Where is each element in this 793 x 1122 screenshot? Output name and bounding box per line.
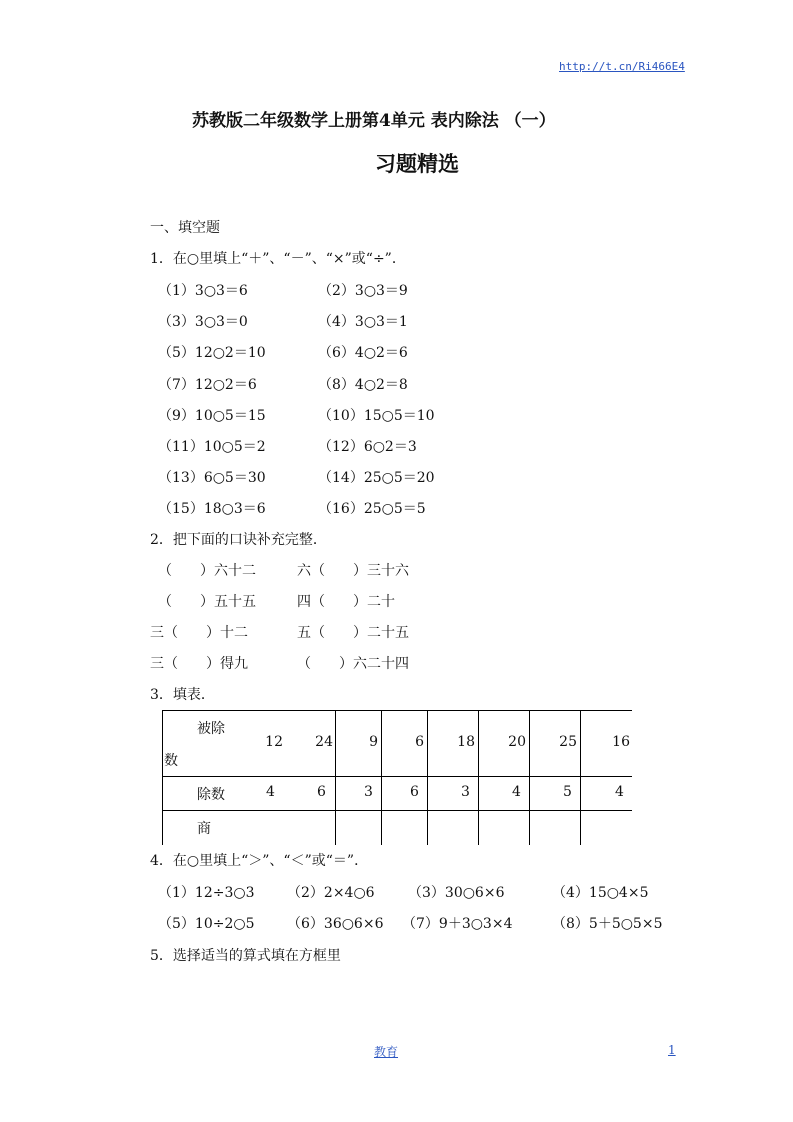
divisor-cell: 4: [512, 784, 521, 800]
row-label-divisor: 除数: [197, 787, 225, 803]
exercise-item: （12）6○2＝3: [318, 439, 417, 455]
divisor-cell: 6: [317, 784, 326, 800]
dividend-cell: 18: [457, 734, 475, 750]
compare-item: （6）36○6×6: [287, 916, 384, 932]
mnemonic-item: （ ）六十二: [158, 563, 256, 579]
mnemonic-item: 三（ ）得九: [150, 656, 248, 672]
exercise-item: （10）15○5＝10: [318, 407, 435, 424]
document-title: 苏教版二年级数学上册第4单元 表内除法 （一）: [192, 111, 556, 131]
compare-item: （2）2×4○6: [287, 885, 375, 901]
question-3-prompt: 3．填表．: [150, 687, 215, 703]
exercise-item: （15）18○3＝6: [158, 501, 266, 518]
exercise-item: （11）10○5＝2: [158, 439, 266, 455]
compare-item: （4）15○4×5: [552, 885, 649, 901]
dividend-cell: 24: [315, 734, 333, 750]
mnemonic-item: 五（ ）二十五: [297, 625, 409, 641]
compare-item: （5）10÷2○5: [158, 916, 255, 932]
mnemonic-item: 三（ ）十二: [150, 625, 248, 641]
compare-item: （1）12÷3○3: [158, 885, 255, 901]
mnemonic-item: 六（ ）三十六: [297, 563, 409, 579]
exercise-item: （4）3○3＝1: [318, 314, 408, 331]
header-link[interactable]: http://t.cn/Ri466E4: [559, 60, 685, 73]
row-label-quotient: 商: [197, 821, 211, 837]
question-4-prompt: 4．在○里填上“＞”、“＜”或“＝”．: [150, 853, 369, 869]
page-number[interactable]: 1: [668, 1043, 676, 1057]
exercise-item: （8）4○2＝8: [318, 376, 408, 393]
divisor-cell: 4: [266, 784, 275, 800]
divisor-cell: 6: [410, 784, 419, 800]
divisor-cell: 3: [364, 784, 373, 800]
exercise-item: （14）25○5＝20: [318, 470, 435, 487]
divisor-cell: 5: [563, 784, 572, 800]
exercise-item: （5）12○2＝10: [158, 345, 266, 362]
document-subtitle: 习题精选: [375, 151, 459, 176]
exercise-item: （2）3○3＝9: [318, 283, 408, 299]
mnemonic-item: （ ）五十五: [158, 594, 256, 610]
section-heading: 一、填空题: [150, 220, 220, 236]
compare-item: （3）30○6×6: [408, 885, 505, 901]
divisor-cell: 4: [615, 784, 624, 800]
dividend-cell: 12: [265, 734, 283, 750]
exercise-item: （9）10○5＝15: [158, 407, 266, 424]
mnemonic-item: （ ）六二十四: [297, 656, 409, 672]
divisor-cell: 3: [461, 784, 470, 800]
mnemonic-item: 四（ ）二十: [297, 594, 395, 610]
compare-item: （8）5＋5○5×5: [552, 916, 663, 932]
dividend-cell: 6: [415, 734, 424, 750]
dividend-cell: 16: [612, 734, 630, 750]
exercise-item: （7）12○2＝6: [158, 376, 257, 393]
exercise-item: （1）3○3＝6: [158, 283, 248, 299]
question-5-prompt: 5．选择适当的算式填在方框里: [150, 948, 341, 964]
question-1-prompt: 1．在○里填上“＋”、“－”、“×”或“÷”．: [150, 251, 406, 267]
footer-link[interactable]: 教育: [374, 1045, 399, 1059]
exercise-item: （16）25○5＝5: [318, 501, 426, 518]
row-label-dividend-cont: 数: [164, 753, 178, 769]
exercise-item: （13）6○5＝30: [158, 470, 266, 487]
row-label-dividend: 被除: [197, 721, 225, 737]
dividend-cell: 20: [508, 734, 526, 750]
compare-item: （7）9＋3○3×4: [402, 916, 513, 932]
dividend-cell: 25: [559, 734, 577, 750]
exercise-item: （6）4○2＝6: [318, 345, 408, 362]
exercise-item: （3）3○3＝0: [158, 314, 248, 331]
dividend-cell: 9: [369, 734, 378, 750]
question-2-prompt: 2．把下面的口诀补充完整．: [150, 532, 327, 548]
